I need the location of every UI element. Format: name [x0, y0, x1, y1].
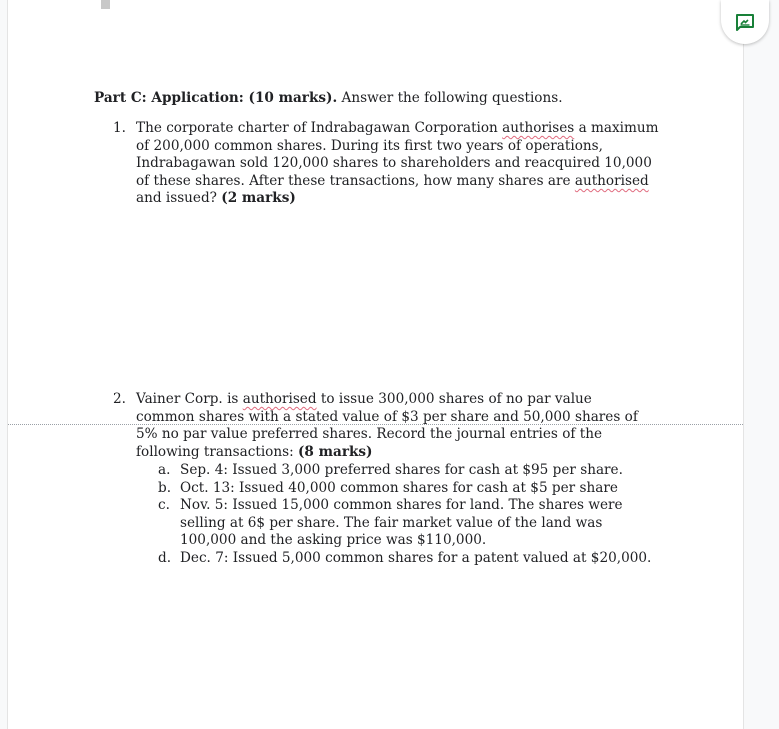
question-number: 1.	[113, 120, 126, 136]
list-item-letter: d.	[158, 550, 172, 566]
part-instruction: Answer the following questions.	[337, 90, 563, 106]
add-comment-icon	[735, 13, 755, 31]
question-text	[136, 391, 648, 461]
list-item-text: Sep. 4: Issued 3,000 preferred shares for cash at $95 per share.	[180, 462, 623, 478]
document-page	[7, 0, 744, 729]
list-item-letter: c.	[158, 497, 170, 513]
list-item-text: Dec. 7: Issued 5,000 common shares for a patent valued at $20,000.	[180, 550, 652, 566]
spellcheck-word[interactable]: authorised	[574, 172, 649, 189]
list-item-text: Nov. 5: Issued 15,000 common shares for land. The shares were selling at 6$ per share. The fair market value of the land was 100,000 and the asking price was $110,000.	[180, 497, 623, 549]
list-item-letter: b.	[158, 480, 172, 496]
add-comment-button[interactable]	[721, 0, 769, 44]
question-marks: (2 marks)	[221, 190, 296, 207]
question-text-part: a maximum of 200,000 common shares. During its first two years of operations, Indrabagawan sold 120,000 shares to shareholders and reacquired 10,000 of these shares. After these transactions, how many shares are	[136, 120, 659, 189]
part-title: Part C: Application: (10 marks).	[94, 90, 338, 106]
list-item-text: Oct. 13: Issued 40,000 common shares for cash at $5 per share	[180, 480, 618, 496]
question-text-part: and issued?	[136, 190, 222, 207]
part-heading	[94, 90, 563, 106]
spellcheck-word[interactable]: authorised	[242, 391, 317, 407]
list-item-letter: a.	[158, 462, 171, 478]
question-marks: (8 marks)	[298, 443, 373, 460]
text-cursor-marker	[101, 0, 110, 9]
question-text-part: The corporate charter of Indrabagawan Corporation	[136, 120, 503, 136]
question-number: 2.	[113, 391, 126, 407]
question-text	[136, 120, 664, 208]
spellcheck-word[interactable]: authorises	[502, 120, 575, 136]
question-text-part: Vainer Corp. is	[136, 391, 243, 407]
question-text-part: to issue 300,000 shares of no par value common shares with a stated value of $3 per share and 50,000 shares of 5% no par value preferred shares. Record the journal entries of the following transactions:	[136, 391, 638, 460]
